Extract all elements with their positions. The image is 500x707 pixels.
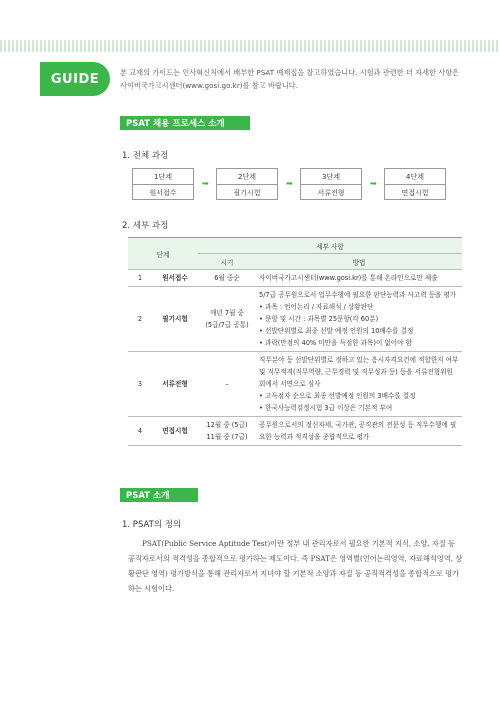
method-line: 5/7급 공무원으로서 업무수행에 필요한 판단능력과 사고력 등을 평가 [259,291,457,299]
step-name: 서류전형 [317,189,345,197]
row-method [256,270,462,287]
step-stage: 2단계 [217,169,277,185]
row-stage: 필기시험 [152,287,198,352]
step-name: 필기시험 [233,189,261,197]
step-stage: 1단계 [133,169,193,185]
detail-process-table [128,237,462,446]
psat-definition-text: PSAT(Public Service Aptitude Test)이란 정부 내 관리자로서 필요한 기본적 지식, 소양, 자질 등 공직자로서의 적격성을 종합적으로 평가하는 제도이다. 즉 PSAT은 영역별(언어논리영역, 자료해석영역, 상황판단 영역) 평가방식을 통해 관리자로서 지녀야 할 기본적 소양과 자질 등 공직적격성을 종합적으로 평가하는 시험이다. [128,539,463,593]
row-time: – [198,352,256,417]
row-time: 12월 중 (5급) 11월 중 (7급) [198,417,256,446]
method-line: • 고득점자 순으로 최종 선발예정 인원의 3배수를 결정 [259,392,416,400]
row-method [256,417,462,446]
method-line: 공무원으로서의 정신자세, 국가관, 공직관의 전문성 등 직무수행에 필요한 능력과 적격성을 종합적으로 평가 [259,421,457,441]
table-row [128,417,462,446]
row-time: 매년 7월 중 (5급/7급 공통) [198,287,256,352]
row-method [256,352,462,417]
table-row [128,352,462,417]
psat-definition-heading: 1. PSAT의 정의 [122,520,182,530]
step-box-2 [216,168,278,200]
row-method [256,287,462,352]
row-number: 1 [128,270,152,287]
method-line: • 문항 및 시간 : 과목별 25문항(각 60분) [259,315,379,323]
header-decoration [0,0,500,52]
intro-text: 본 교재의 가이드는 인사혁신처에서 배부한 PSAT 예제집을 참고하였습니다. 시험과 관련한 더 자세한 사항은 사이버국가고시센터(www.gosi.go.kr)를 참고 바랍니다. [120,68,460,90]
overall-process-heading: 1. 전체 과정 [122,151,169,161]
header-method: 방법 [256,254,462,270]
step-box-4 [384,168,446,200]
section-title-psat: PSAT 소개 [120,488,198,502]
section-title-process: PSAT 채용 프로세스 소개 [120,116,250,130]
row-stage: 면접시험 [152,417,198,446]
row-stage: 원서접수 [152,270,198,287]
method-line: • 선발단위별로 최종 선발 예정 인원의 10배수를 결정 [259,327,414,335]
step-name: 면접시험 [401,189,429,197]
row-number: 2 [128,287,152,352]
stripe-pattern [0,40,500,52]
table-row [128,270,462,287]
method-line: • 한국사능력검정시험 3급 이상은 기본적 부여 [259,404,393,412]
step-box-3 [300,168,362,200]
arrow-right-icon: ➡ [202,179,209,188]
method-line: • 과목 : 언어논리 / 자료해석 / 상황판단 [259,303,374,311]
step-box-1 [132,168,194,200]
arrow-right-icon: ➡ [370,179,377,188]
row-stage: 서류전형 [152,352,198,417]
row-number: 3 [128,352,152,417]
method-line: • 과락(만점의 40% 미만을 득점한 과목)이 없어야 함 [259,339,413,347]
step-stage: 4단계 [385,169,445,185]
header-detail: 세부 사항 [198,238,462,254]
row-number: 4 [128,417,152,446]
arrow-right-icon: ➡ [286,179,293,188]
header-time: 시기 [198,254,256,270]
step-stage: 3단계 [301,169,361,185]
header-stage: 단계 [128,238,198,270]
method-line: 사이버국가고시센터(www.gosi.kr)를 통해 온라인으로만 제출 [259,274,438,282]
table-row [128,287,462,352]
step-name: 원서접수 [149,189,177,197]
row-time: 6월 중순 [198,270,256,287]
guide-tab: GUIDE [40,62,110,96]
detail-process-heading: 2. 세부 과정 [122,221,169,231]
method-line: 직무분야 등 선발단위별로 정하고 있는 응시자격요건에 적합한지 여부 및 직무적격(직무역량, 근무경력 및 직무성과 등) 등을 서류전형위원회에서 서면으로 심사 [259,356,459,388]
